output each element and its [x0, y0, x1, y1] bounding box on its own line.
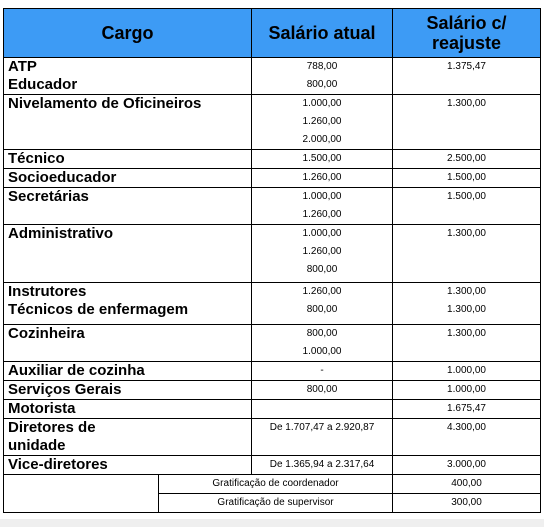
salario-atual-cell — [252, 188, 393, 225]
cargo-label: Técnico — [8, 150, 65, 167]
salario-reajuste-cell — [393, 225, 541, 283]
gratificacao-value: 300,00 — [393, 494, 541, 513]
gratificacao-row — [4, 475, 541, 494]
salario-atual-value: 1.000,00 — [302, 191, 342, 202]
cargo-cell — [4, 169, 252, 188]
salario-reajuste-value: 1.000,00 — [447, 365, 486, 376]
salario-reajuste-value: 3.000,00 — [447, 459, 486, 470]
table-row — [4, 419, 541, 456]
table-row — [4, 150, 541, 169]
cargo-cell — [4, 400, 252, 419]
salario-reajuste-value: 1.375,47 — [447, 61, 486, 72]
empty-cell — [4, 475, 159, 513]
cargo-label: Diretores de — [8, 419, 96, 436]
cargo-cell — [4, 419, 252, 456]
salario-atual-value: 1.260,00 — [302, 286, 342, 297]
header-salario-reajuste: Salário c/ reajuste — [393, 9, 541, 58]
salario-reajuste-value: 1.675,47 — [447, 403, 486, 414]
cargo-label: Cozinheira — [8, 325, 85, 342]
cargo-label: Vice-diretores — [8, 456, 108, 473]
cargo-cell — [4, 58, 252, 95]
salario-atual-cell — [252, 283, 393, 325]
salario-atual-value: 1.260,00 — [302, 246, 342, 257]
cargo-label: Administrativo — [8, 225, 114, 242]
salario-reajuste-cell — [393, 419, 541, 456]
salario-reajuste-cell — [393, 169, 541, 188]
salario-reajuste-value: 1.300,00 — [447, 328, 486, 339]
salario-reajuste-value: 1.500,00 — [447, 172, 486, 183]
cargo-label: unidade — [8, 437, 66, 454]
salario-reajuste-cell — [393, 283, 541, 325]
cargo-cell — [4, 150, 252, 169]
salario-reajuste-value: 2.500,00 — [447, 153, 486, 164]
salario-reajuste-cell — [393, 150, 541, 169]
salario-atual-cell — [252, 150, 393, 169]
salario-atual-value: 1.260,00 — [302, 116, 342, 127]
salario-reajuste-value: 1.300,00 — [447, 286, 486, 297]
salario-reajuste-value: 1.300,00 — [447, 304, 486, 315]
cargo-cell — [4, 325, 252, 362]
header-row — [4, 9, 541, 58]
cargo-label: Serviços Gerais — [8, 381, 122, 398]
salario-atual-value: 800,00 — [306, 384, 338, 395]
salario-atual-cell — [252, 400, 393, 419]
cargo-label: Motorista — [8, 400, 76, 417]
table-row — [4, 188, 541, 225]
salary-table — [3, 8, 541, 513]
gratificacao-label: Gratificação de supervisor — [159, 494, 393, 513]
salario-reajuste-cell — [393, 325, 541, 362]
salario-atual-value: 1.260,00 — [302, 172, 342, 183]
salario-reajuste-cell — [393, 362, 541, 381]
table-row — [4, 169, 541, 188]
cargo-label: Secretárias — [8, 188, 89, 205]
salario-atual-value: 2.000,00 — [302, 134, 342, 145]
header-cargo: Cargo — [4, 9, 252, 58]
salario-atual-value: - — [320, 365, 324, 376]
cargo-label: Técnicos de enfermagem — [8, 301, 189, 318]
salario-reajuste-value: 4.300,00 — [447, 422, 486, 433]
salario-reajuste-cell — [393, 456, 541, 475]
cargo-label: Instrutores — [8, 283, 87, 300]
gratificacao-value: 400,00 — [393, 475, 541, 494]
cargo-cell — [4, 188, 252, 225]
salario-reajuste-value: 1.300,00 — [447, 228, 486, 239]
salario-atual-value: 788,00 — [306, 61, 338, 72]
salario-atual-value: 1.000,00 — [302, 98, 342, 109]
salario-atual-value: De 1.365,94 a 2.317,64 — [269, 459, 375, 470]
salario-atual-value: 1.500,00 — [302, 153, 342, 164]
gratificacao-label: Gratificação de coordenador — [159, 475, 393, 494]
salario-reajuste-cell — [393, 58, 541, 95]
salario-atual-cell — [252, 95, 393, 150]
table-body — [4, 58, 541, 513]
salario-reajuste-cell — [393, 381, 541, 400]
salario-atual-value: 800,00 — [306, 328, 338, 339]
cargo-cell — [4, 381, 252, 400]
salario-atual-cell — [252, 169, 393, 188]
table-row — [4, 381, 541, 400]
salario-reajuste-value: 1.500,00 — [447, 191, 486, 202]
salario-reajuste-value: 1.000,00 — [447, 384, 486, 395]
cargo-cell — [4, 456, 252, 475]
salario-atual-cell — [252, 362, 393, 381]
table-row — [4, 283, 541, 325]
salario-reajuste-value: 1.300,00 — [447, 98, 486, 109]
salario-atual-value: 800,00 — [306, 304, 338, 315]
salario-reajuste-cell — [393, 95, 541, 150]
table-row — [4, 456, 541, 475]
table-row — [4, 400, 541, 419]
table-row — [4, 225, 541, 283]
header-salario-atual: Salário atual — [252, 9, 393, 58]
salario-atual-value: 1.260,00 — [302, 209, 342, 220]
cargo-label: Nivelamento de Oficineiros — [8, 95, 202, 112]
salario-atual-cell — [252, 419, 393, 456]
salario-atual-value: 1.000,00 — [302, 228, 342, 239]
salario-atual-cell — [252, 58, 393, 95]
salario-atual-value: De 1.707,47 a 2.920,87 — [269, 422, 375, 433]
salario-reajuste-cell — [393, 188, 541, 225]
salario-atual-cell — [252, 456, 393, 475]
salario-atual-cell — [252, 325, 393, 362]
cargo-label: Educador — [8, 76, 78, 93]
cargo-cell — [4, 95, 252, 150]
table-row — [4, 58, 541, 95]
salario-atual-value: 800,00 — [306, 264, 338, 275]
cargo-cell — [4, 225, 252, 283]
table-row — [4, 325, 541, 362]
salario-atual-value: 800,00 — [306, 79, 338, 90]
cargo-label: Socioeducador — [8, 169, 117, 186]
salario-atual-cell — [252, 381, 393, 400]
salario-atual-value: 1.000,00 — [302, 346, 342, 357]
bottom-strip — [0, 519, 544, 527]
cargo-label: ATP — [8, 58, 37, 75]
cargo-cell — [4, 283, 252, 325]
table-row — [4, 362, 541, 381]
table-row — [4, 95, 541, 150]
salario-reajuste-cell — [393, 400, 541, 419]
cargo-cell — [4, 362, 252, 381]
salario-atual-cell — [252, 225, 393, 283]
cargo-label: Auxiliar de cozinha — [8, 362, 145, 379]
